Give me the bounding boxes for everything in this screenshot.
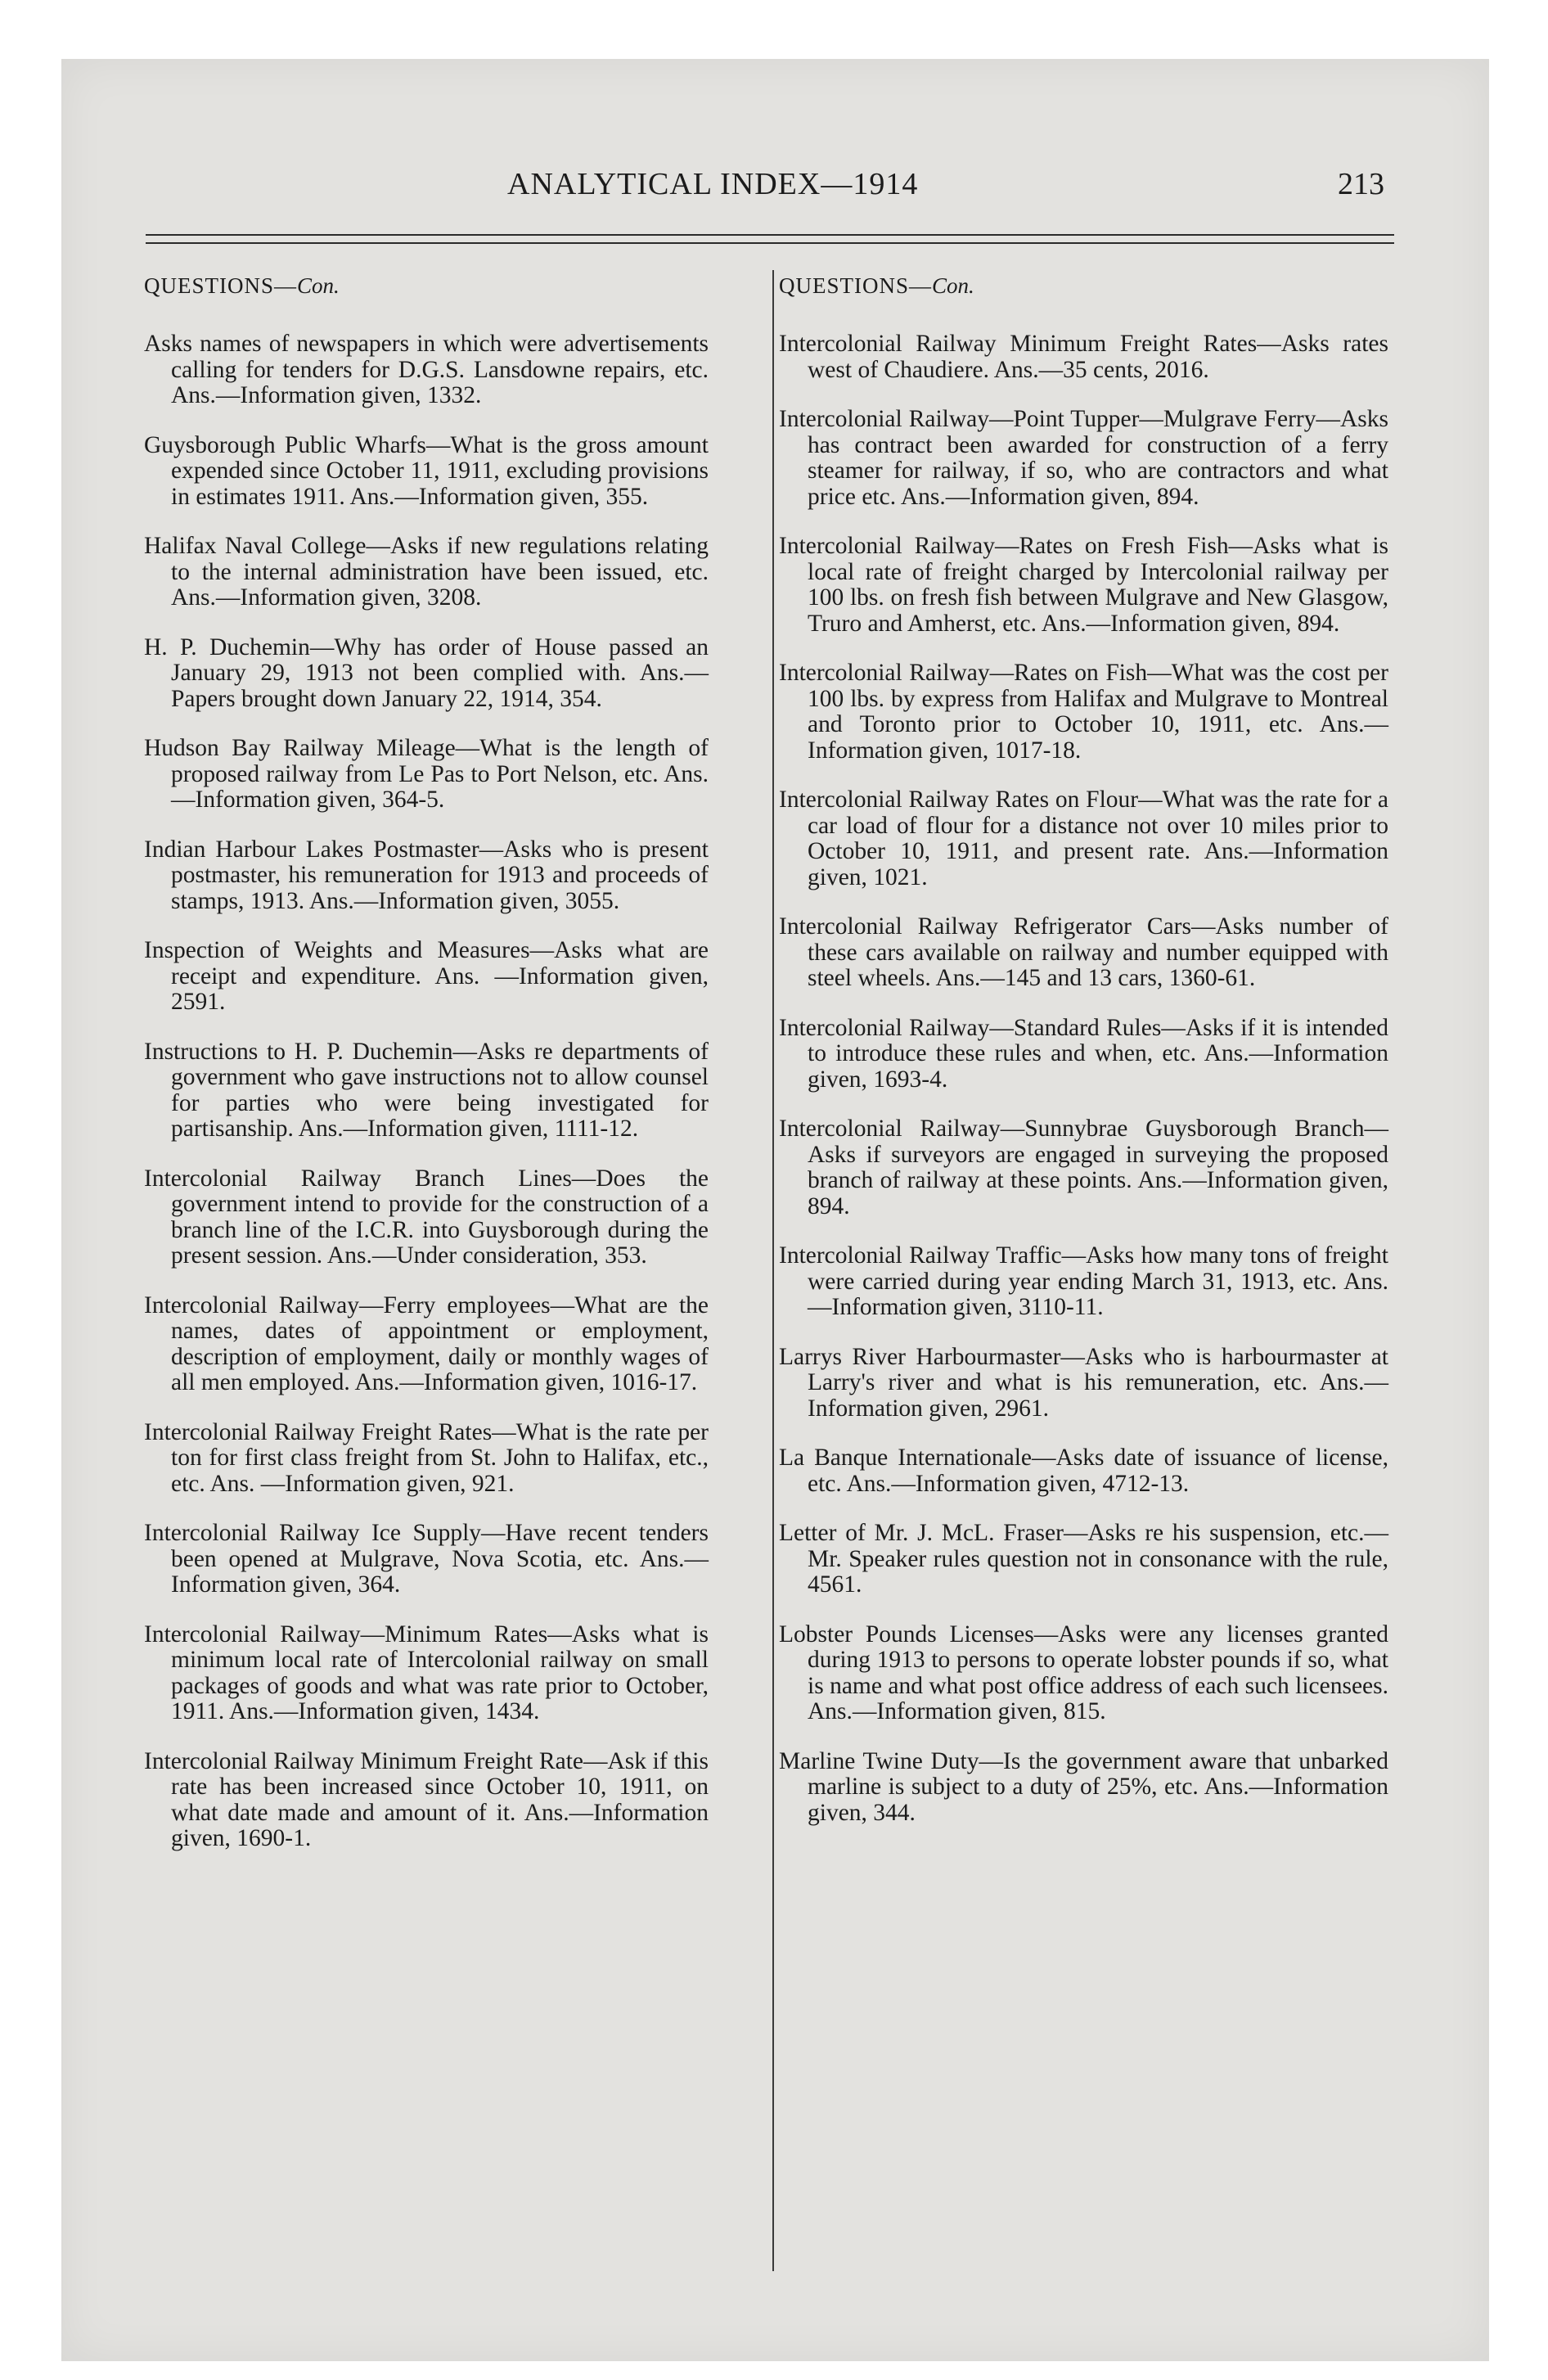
heading-text: QUESTIONS—: [779, 273, 933, 298]
index-entry: Intercolonial Railway—Rates on Fresh Fish—Asks what is local rate of freight charged by Intercolonial railway per 100 lbs. on fresh fish between Mulgrave and New Glasgow, Truro and Amherst, etc. Ans.—Information given, 894.: [779, 533, 1388, 637]
page-header: [0, 166, 1548, 215]
header-rule: [146, 234, 1394, 236]
index-entry: H. P. Duchemin—Why has order of House passed an January 29, 1913 not been complied with. Ans.—Papers brought down January 22, 1914, 354.: [144, 633, 709, 712]
column-divider: [772, 270, 774, 2271]
index-entry: Intercolonial Railway Rates on Flour—What was the rate for a car load of flour for a distance not over 10 miles prior to October 10, 1911, and present rate. Ans.—Information given, 1021.: [779, 787, 1388, 890]
index-entry: Intercolonial Railway Branch Lines—Does the government intend to provide for the construction of a branch line of the I.C.R. into Guysborough during the present session. Ans.—Under consideration, 353.: [144, 1165, 709, 1269]
heading-text: QUESTIONS—: [144, 273, 298, 298]
page-number: 213: [1338, 167, 1384, 201]
index-entry: Letter of Mr. J. McL. Fraser—Asks re his suspension, etc.—Mr. Speaker rules question not in consonance with the rule, 4561.: [779, 1520, 1388, 1598]
index-entry: Intercolonial Railway Ice Supply—Have recent tenders been opened at Mulgrave, Nova Scotia, etc. Ans.—Information given, 364.: [144, 1520, 709, 1598]
index-entry: Larrys River Harbourmaster—Asks who is harbourmaster at Larry's river and what is his remuneration, etc. Ans.—Information given, 2961.: [779, 1343, 1388, 1422]
index-entry: Intercolonial Railway—Standard Rules—Asks if it is intended to introduce these rules and when, etc. Ans.—Information given, 1693-4.: [779, 1014, 1388, 1093]
index-entry: Inspection of Weights and Measures—Asks what are receipt and expenditure. Ans. —Information given, 2591.: [144, 937, 709, 1015]
index-entry: Lobster Pounds Licenses—Asks were any licenses granted during 1913 to persons to operate lobster pounds if so, what is name and what post office address of each such licensees. Ans.—Information given, 815.: [779, 1620, 1388, 1724]
running-title: ANALYTICAL INDEX—1914: [507, 167, 919, 201]
index-entry: Intercolonial Railway Refrigerator Cars—Asks number of these cars available on railway and number equipped with steel wheels. Ans.—145 and 13 cars, 1360-61.: [779, 913, 1388, 991]
column-heading: [144, 273, 709, 299]
heading-suffix: Con.: [932, 273, 974, 298]
index-entry: Indian Harbour Lakes Postmaster—Asks who is present postmaster, his remuneration for 1913 and proceeds of stamps, 1913. Ans.—Information given, 3055.: [144, 836, 709, 914]
right-column: [779, 273, 1388, 1850]
index-entry: Intercolonial Railway—Sunnybrae Guysborough Branch—Asks if surveyors are engaged in surveying the proposed branch of railway at these points. Ans.—Information given, 894.: [779, 1116, 1388, 1219]
index-entry: Intercolonial Railway—Rates on Fish—What was the cost per 100 lbs. by express from Halifax and Mulgrave to Montreal and Toronto prior to October 10, 1911, etc. Ans.—Information given, 1017-18.: [779, 660, 1388, 764]
index-entry: Intercolonial Railway Traffic—Asks how many tons of freight were carried during year ending March 31, 1913, etc. Ans.—Information given, 3110-11.: [779, 1242, 1388, 1320]
index-entry: Halifax Naval College—Asks if new regulations relating to the internal administration have been issued, etc. Ans.—Information given, 3208.: [144, 533, 709, 611]
index-entry: Hudson Bay Railway Mileage—What is the length of proposed railway from Le Pas to Port Nelson, etc. Ans.—Information given, 364-5.: [144, 735, 709, 813]
index-entry: Intercolonial Railway Freight Rates—What is the rate per ton for first class freight from St. John to Halifax, etc., etc. Ans. —Information given, 921.: [144, 1418, 709, 1497]
index-entry: Intercolonial Railway Minimum Freight Rate—Ask if this rate has been increased since October 10, 1911, on what date made and amount of it. Ans.—Information given, 1690-1.: [144, 1747, 709, 1851]
index-entry: Intercolonial Railway—Point Tupper—Mulgrave Ferry—Asks has contract been awarded for construction of a ferry steamer for railway, if so, who are contractors and what price etc. Ans.—Information given, 894.: [779, 406, 1388, 510]
index-entry: Intercolonial Railway Minimum Freight Rates—Asks rates west of Chaudiere. Ans.—35 cents, 2016.: [779, 331, 1388, 383]
column-heading: [779, 273, 1388, 299]
index-entry: Asks names of newspapers in which were advertisements calling for tenders for D.G.S. Lansdowne repairs, etc. Ans.—Information given, 1332.: [144, 331, 709, 408]
heading-suffix: Con.: [297, 273, 340, 298]
index-entry: Intercolonial Railway—Ferry employees—What are the names, dates of appointment or employment, description of employment, daily or monthly wages of all men employed. Ans.—Information given, 1016-17.: [144, 1291, 709, 1395]
left-column: [144, 273, 709, 1876]
index-entry: Intercolonial Railway—Minimum Rates—Asks what is minimum local rate of Intercolonial railway on small packages of goods and what was rate prior to October, 1911. Ans.—Information given, 1434.: [144, 1620, 709, 1724]
index-entry: Marline Twine Duty—Is the government aware that unbarked marline is subject to a duty of 25%, etc. Ans.—Information given, 344.: [779, 1747, 1388, 1826]
index-entry: Instructions to H. P. Duchemin—Asks re departments of government who gave instructions not to allow counsel for parties who were being investigated for partisanship. Ans.—Information given, 1111-12.: [144, 1038, 709, 1142]
header-rule: [146, 242, 1394, 244]
index-entry: Guysborough Public Wharfs—What is the gross amount expended since October 11, 1911, excluding provisions in estimates 1911. Ans.—Information given, 355.: [144, 431, 709, 510]
index-entry: La Banque Internationale—Asks date of issuance of license, etc. Ans.—Information given, 4712-13.: [779, 1445, 1388, 1497]
